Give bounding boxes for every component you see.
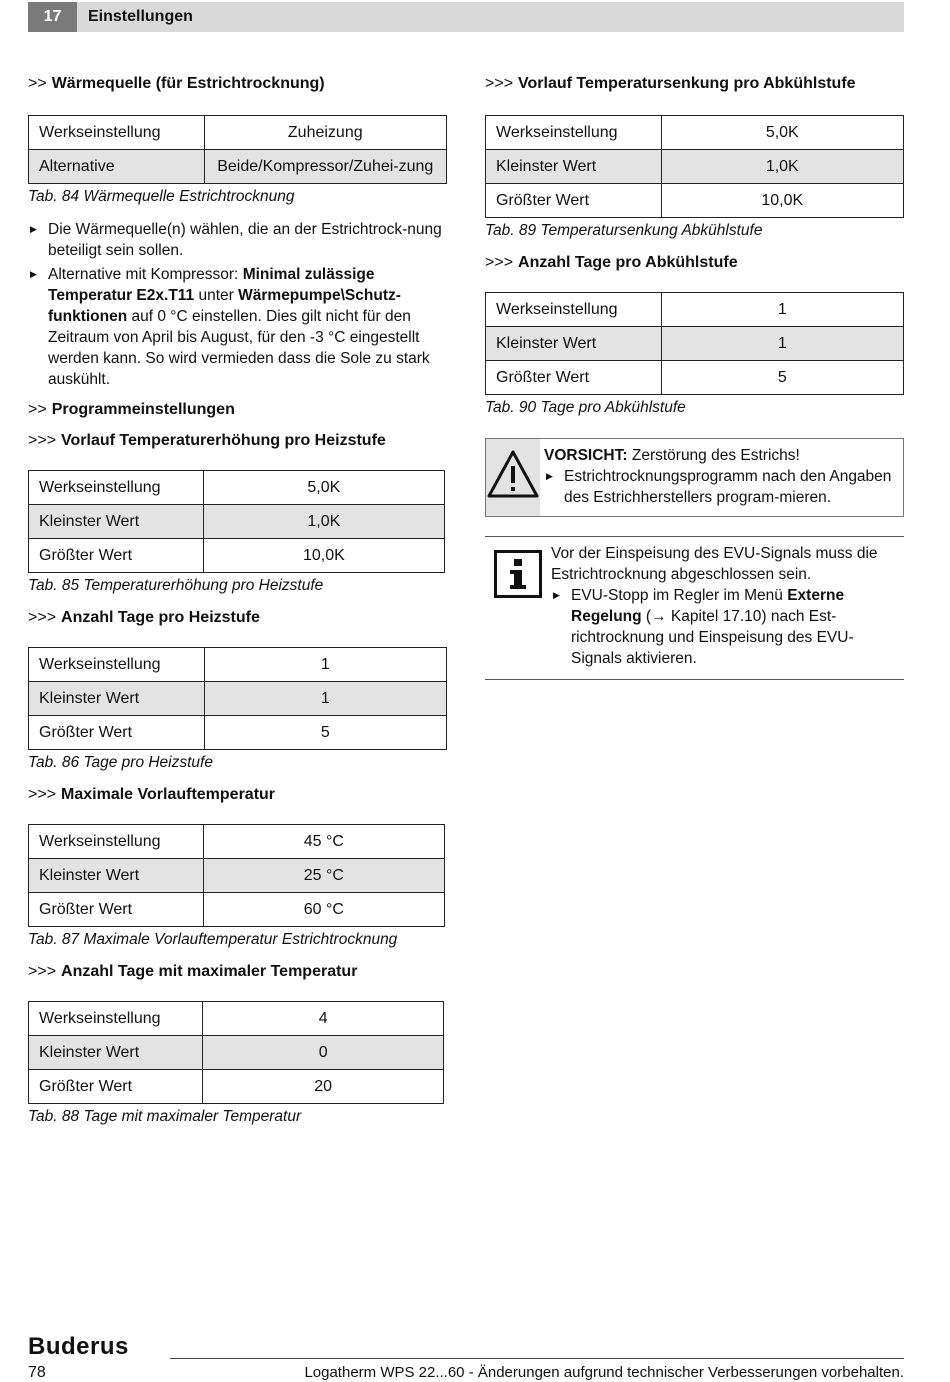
table-90	[485, 292, 904, 395]
table-row: Werkseinstellung Zuheizung	[29, 116, 447, 150]
instruction-list	[28, 219, 447, 390]
section-heading: >>> Vorlauf Temperaturerhöhung pro Heizstufe	[28, 432, 386, 449]
page-header	[28, 2, 904, 32]
section-heading: >>> Maximale Vorlauftemperatur	[28, 786, 276, 803]
right-column	[485, 74, 904, 680]
table-89	[485, 115, 904, 218]
warning-box	[485, 438, 904, 517]
warning-list	[544, 466, 897, 508]
section-heading: >>> Anzahl Tage pro Abkühlstufe	[485, 254, 738, 271]
table-row: Kleinster Wert 1,0K	[486, 150, 904, 184]
warning-triangle-icon	[486, 439, 540, 516]
table-caption: Tab. 84 Wärmequelle Estrichtrocknung	[28, 188, 295, 205]
footer-note: Logatherm WPS 22...60 - Änderungen aufgrund technischer Verbesserungen vorbehalten.	[304, 1364, 904, 1381]
table-88	[28, 1001, 444, 1104]
list-item: ▶ Die Wärmequelle(n) wählen, die an der Estrichtrock-nung beteiligt sein sollen.	[28, 219, 447, 261]
table-row: Größter Wert 20	[29, 1070, 444, 1104]
table-row: Kleinster Wert 25 °C	[29, 859, 445, 893]
info-box	[485, 536, 904, 680]
table-row: Größter Wert 5	[486, 361, 904, 395]
table-row: Kleinster Wert 0	[29, 1036, 444, 1070]
table-row: Kleinster Wert 1	[29, 682, 447, 716]
table-row: Werkseinstellung 5,0K	[486, 116, 904, 150]
table-caption: Tab. 87 Maximale Vorlauftemperatur Estrichtrocknung	[28, 931, 398, 948]
table-row: Werkseinstellung 4	[29, 1002, 444, 1036]
table-row: Alternative Beide/Kompressor/Zuhei-zung	[29, 150, 447, 184]
section-heading: >>> Anzahl Tage pro Heizstufe	[28, 609, 260, 626]
table-row: Größter Wert 5	[29, 716, 447, 750]
section-heading: >>> Vorlauf Temperatursenkung pro Abkühlstufe	[485, 75, 856, 92]
footer-divider	[170, 1358, 904, 1359]
chapter-title: Einstellungen	[88, 8, 193, 25]
left-column	[28, 74, 447, 1127]
chapter-number: 17	[28, 2, 77, 32]
list-item: ▶ Alternative mit Kompressor: Minimal zulässige Temperatur E2x.T11 unter Wärmepumpe\Schutz-funktionen auf 0 °C einstellen. Dies gilt nicht für den Zeitraum von April bis August, für den -3 °C eingestellt werden kann. So wird vermieden dass die Sole zu stark auskühlt.	[28, 264, 447, 390]
list-item: ▶ Estrichtrocknungsprogramm nach den Angaben des Estrichherstellers program-mieren.	[544, 466, 897, 508]
table-row: Größter Wert 10,0K	[486, 184, 904, 218]
table-row: Werkseinstellung 1	[29, 648, 447, 682]
table-caption: Tab. 88 Tage mit maximaler Temperatur	[28, 1108, 302, 1125]
section-heading: >> Programmeinstellungen	[28, 401, 235, 418]
table-row: Größter Wert 60 °C	[29, 893, 445, 927]
table-86	[28, 647, 447, 750]
info-text: Vor der Einspeisung des EVU-Signals muss die Estrichtrocknung abgeschlossen sein.	[551, 545, 878, 583]
warning-label: VORSICHT:	[544, 447, 628, 464]
table-row: Kleinster Wert 1	[486, 327, 904, 361]
table-row: Werkseinstellung 45 °C	[29, 825, 445, 859]
table-caption: Tab. 90 Tage pro Abkühlstufe	[485, 399, 686, 416]
table-85	[28, 470, 445, 573]
list-item: ▶ EVU-Stopp im Regler im Menü Externe Regelung (→ Kapitel 17.10) nach Est-richtrocknung und Einspeisung des EVU-Signals aktivieren.	[551, 585, 904, 669]
table-caption: Tab. 85 Temperaturerhöhung pro Heizstufe	[28, 577, 324, 594]
info-icon	[485, 543, 551, 669]
table-84	[28, 115, 447, 184]
page-number: 78	[28, 1364, 46, 1381]
table-row: Werkseinstellung 5,0K	[29, 471, 445, 505]
brand-logo: Buderus	[28, 1333, 129, 1360]
section-heading: >> Wärmequelle (für Estrichtrocknung)	[28, 75, 325, 92]
table-caption: Tab. 86 Tage pro Heizstufe	[28, 754, 213, 771]
info-list	[551, 585, 904, 669]
table-caption: Tab. 89 Temperatursenkung Abkühlstufe	[485, 222, 763, 239]
table-row: Werkseinstellung 1	[486, 293, 904, 327]
table-row: Kleinster Wert 1,0K	[29, 505, 445, 539]
warning-text: Zerstörung des Estrichs!	[627, 447, 800, 464]
table-row: Größter Wert 10,0K	[29, 539, 445, 573]
table-87	[28, 824, 445, 927]
section-heading: >>> Anzahl Tage mit maximaler Temperatur	[28, 963, 358, 980]
